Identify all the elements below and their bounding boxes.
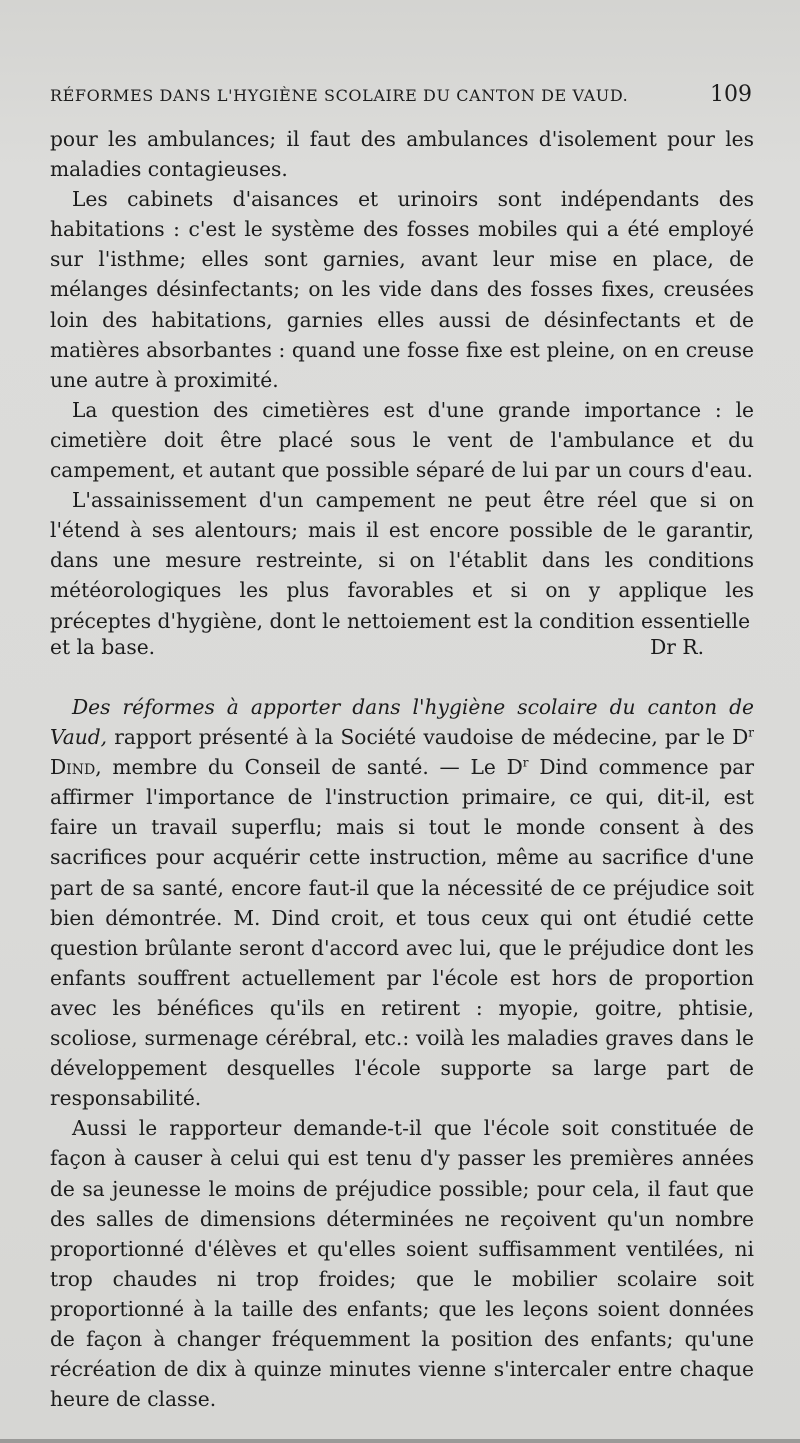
running-header: [50, 82, 752, 118]
article-ambulances: [50, 124, 754, 636]
signature-line: [50, 632, 704, 662]
paragraph-cabinets: Les cabinets d'aisances et urinoirs sont indépendants des habitations : c'est le système des fosses mobiles qui a été employé sur l'isthme; elles sont garnies, avant leur mise en place, de mélanges désinfectants; on les vide dans des fosses fixes, creusées loin des habitations, garnies elles aussi de désinfectants et de matières absorbantes : quand une fosse fixe est pleine, on en creuse une autre à proximité.: [50, 187, 754, 392]
paragraph-assainissement: L'assainissement d'un campement ne peut être réel que si on l'étend à ses alentours; mais il est encore possible de le garantir, dans une mesure restreinte, si on l'établit dans les conditions météorologiques les plus favorables et si on y applique les préceptes d'hygiène, dont le nettoiement est la condition essentielle: [50, 488, 754, 633]
report-text-c: Dind commence par affirmer l'importance de l'instruction primaire, ce qui, dit-il, est faire un travail superflu; mais si tout le monde consent à des sacrifices pour acquérir cette instruction, même au sacrifice d'une part de sa santé, encore faut-il que la nécessité de ce préjudice soit bien démontrée. M. Dind croit, et tous ceux qui ont étudié cette question brûlante seront d'accord avec lui, que le préjudice dont les enfants souffrent actuellement par l'école est hors de proportion avec les bénéfices qu'ils en retirent : myopie, goitre, phtisie, scoliose, surmenage cérébral, etc.: voilà les maladies graves dans le développement desquelles l'école supporte sa large part de responsabilité.: [50, 755, 754, 1111]
paragraph-ambulances: pour les ambulances; il faut des ambulances d'isolement pour les maladies contagieuses.: [50, 127, 754, 182]
article-reformes-scolaires: [50, 692, 754, 1414]
report-author: Dind: [50, 755, 96, 780]
doctor-superscript-2: r: [522, 755, 529, 770]
page-number: 109: [710, 82, 752, 107]
running-title: RÉFORMES DANS L'HYGIÈNE SCOLAIRE DU CANTON DE VAUD.: [50, 86, 629, 105]
closing-words: et la base.: [50, 635, 156, 659]
report-title: Des réformes à apporter dans l'hygiène scolaire du canton de Vaud,: [50, 695, 754, 750]
report-text-a: rapport présenté à la Société vaudoise de médecine, par le D: [107, 725, 749, 750]
doctor-superscript: r: [748, 725, 754, 740]
paragraph-report-intro: [50, 692, 754, 1113]
paragraph-cimetieres: La question des cimetières est d'une grande importance : le cimetière doit être placé sous le vent de l'ambulance et du campement, et autant que possible séparé de lui par un cours d'eau.: [50, 397, 754, 483]
scan-edge: [0, 1439, 800, 1443]
paragraph-rapporteur: Aussi le rapporteur demande-t-il que l'école soit constituée de façon à causer à celui qui est tenu d'y passer les premières années de sa jeunesse le moins de préjudice possible; pour cela, il faut que des salles de dimensions déterminées ne reçoivent qu'un nombre proportionné d'élèves et qu'elles soient suffisamment ventilées, ni trop chaudes ni trop froides; que le mobilier scolaire soit proportionné à la taille des enfants; que les leçons soient données de façon à changer fréquemment la position des enfants; qu'une récréation de dix à quinze minutes vienne s'intercaler entre chaque heure de classe.: [50, 1116, 754, 1412]
author-signature: Dr R.: [650, 635, 704, 659]
report-text-b: , membre du Conseil de santé. — Le D: [95, 755, 523, 780]
